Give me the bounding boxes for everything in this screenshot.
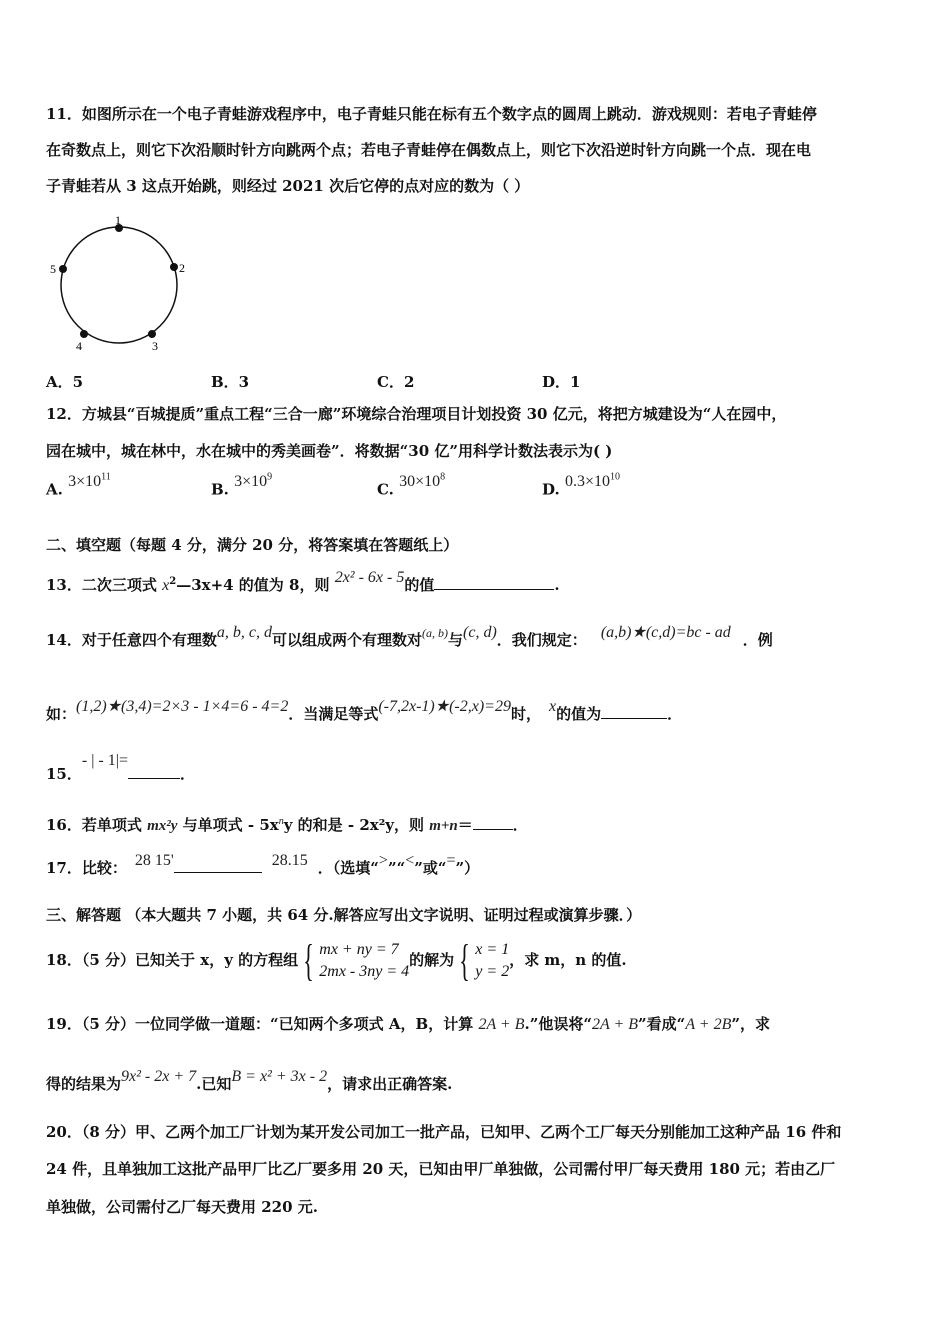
label-5: 5	[50, 262, 56, 276]
section-3-title: 三、解答题 （本大题共 7 小题，共 64 分.解答应写出文字说明、证明过程或演算步骤．）	[46, 906, 642, 924]
q12-option-b-value: $3\times 10^9$	[234, 472, 273, 491]
q17-value-2: 28.15	[271, 852, 308, 869]
label-3: 3	[152, 339, 158, 353]
q13: 13．二次三项式 $x^2—3x+4$ 的值为 8，则 2x² - 6x - 5的值 .	[46, 569, 560, 594]
point-4	[80, 330, 88, 338]
section-2-title: 二、填空题（每题 4 分，满分 20 分，将答案填在答题纸上）	[46, 536, 459, 554]
q20-line2: 24 件，且单独加工这批产品甲厂比乙厂要多用 20 天，已知由甲厂单独做，公司需付甲厂每天费用 180 元；若由乙厂	[46, 1160, 836, 1178]
point-2	[170, 263, 178, 271]
q11-line2: 在奇数点上，则它下次沿顺时针方向跳两个点；若电子青蛙停在偶数点上，则它下次沿逆时针方向跳一个点．现在电	[46, 141, 812, 159]
q19-result: 9x² - 2x + 7	[121, 1068, 197, 1085]
q11-option-b: B．3	[211, 373, 250, 391]
q14-answer-blank[interactable]	[601, 704, 667, 719]
frog-circle-diagram	[44, 210, 194, 355]
q12-option-c-label: C.	[377, 480, 394, 499]
q12-line2: 园在城中，城在林中，水在城中的秀美画卷”．将数据“30 亿”用科学计数法表示为( )	[46, 442, 613, 460]
q16-answer-blank[interactable]	[473, 815, 513, 830]
q12-option-a	[46, 472, 111, 499]
q13-answer-blank[interactable]	[434, 575, 554, 590]
q15-answer-blank[interactable]	[128, 764, 180, 779]
equation-system: mx + ny = 7 2mx - 3ny = 4	[319, 941, 410, 980]
q12-option-d-label: D.	[542, 480, 560, 499]
q20-line1: 20．（8 分）甲、乙两个加工厂计划为某开发公司加工一批产品，已知甲、乙两个工厂每天分别能加工这种产品 16 件和	[46, 1123, 842, 1141]
solution-system: x = 1 y = 2	[475, 941, 510, 980]
q14-line2: 如：(1,2)★(3,4)=2×3 - 1×4=6 - 4=2．当满足等式(-7,2x-1)★(-2,x)=29时， x的值为 ．	[46, 698, 683, 723]
q12-option-c	[377, 472, 446, 499]
q12-line1: 12．方城县“百城提质”重点工程“三合一廊”环境综合治理项目计划投资 30 亿元，将把方城建设为“人在园中，	[46, 405, 787, 423]
q19-line2: 得的结果为9x² - 2x + 7.已知B = x² + 3x - 2，请求出正确答案.	[46, 1068, 453, 1093]
q19-b-value: B = x² + 3x - 2	[231, 1068, 328, 1085]
q12-option-b-label: B.	[211, 480, 229, 499]
q14-example: (1,2)★(3,4)=2×3 - 1×4=6 - 4=2	[76, 698, 289, 715]
q15-expression: - | - 1|=	[81, 752, 128, 769]
q14-line1: 14．对于任意四个有理数a, b, c, d可以组成两个有理数对$^{(a, b)}$与(c, d)．我们规定： (a,b)★(c,d)=bc - ad ．例	[46, 624, 773, 649]
solution-brace: {	[459, 936, 471, 985]
label-4: 4	[76, 339, 82, 353]
q11-line3: 子青蛙若从 3 这点开始跳，则经过 2021 次后它停的点对应的数为（ ）	[46, 177, 530, 195]
q12-option-b	[211, 472, 273, 499]
q17: 17．比较： 28 15' 28.15 ．（选填“>”“<”或“=”）	[46, 852, 480, 877]
q19-line1: 19．（5 分）一位同学做一道题：“已知两个多项式 A，B，计算 2A + B.”他误将“2A + B”看成“A + 2B”，求	[46, 1015, 771, 1033]
label-1: 1	[115, 213, 121, 227]
point-5	[59, 265, 67, 273]
circle-path	[61, 227, 177, 343]
q12-option-a-value: $3\times 10^{11}$	[68, 472, 111, 491]
q14-rule: (a,b)★(c,d)=bc - ad	[600, 624, 731, 641]
point-3	[148, 330, 156, 338]
q17-answer-blank[interactable]	[174, 858, 262, 873]
q12-option-d-value: $0.3\times 10^{10}$	[564, 472, 620, 491]
q12-option-a-label: A.	[46, 480, 63, 499]
q12-option-d	[542, 472, 620, 499]
q18: 18．（5 分）已知关于 x，y 的方程组 { mx + ny = 7 2mx - 3ny = 4的解为 { x = 1 y = 2，求 m，n 的值.	[46, 936, 627, 985]
q20-line3: 单独做，公司需付乙厂每天费用 220 元.	[46, 1198, 318, 1216]
q11-option-c: C．2	[377, 373, 415, 391]
label-2: 2	[179, 261, 185, 275]
q16: 16．若单项式 mx²y 与单项式 - $5x^ny$ 的和是 - 2x²y，则 m+n＝ ．	[46, 816, 528, 834]
q17-value-1: 28 15'	[134, 852, 174, 869]
q11-option-d: D．1	[542, 373, 581, 391]
q12-option-c-value: $30\times 10^8$	[399, 472, 446, 491]
system-brace: {	[303, 936, 314, 985]
q11-line1: 11．如图所示在一个电子青蛙游戏程序中，电子青蛙只能在标有五个数字点的圆周上跳动．游戏规则：若电子青蛙停	[46, 105, 817, 123]
q14-equation: (-7,2x-1)★(-2,x)=29	[378, 698, 511, 715]
q15: 15．- | - 1|=．	[46, 752, 195, 783]
q11-option-a: A．5	[46, 373, 84, 391]
q13-expression: 2x² - 6x - 5	[334, 569, 405, 586]
